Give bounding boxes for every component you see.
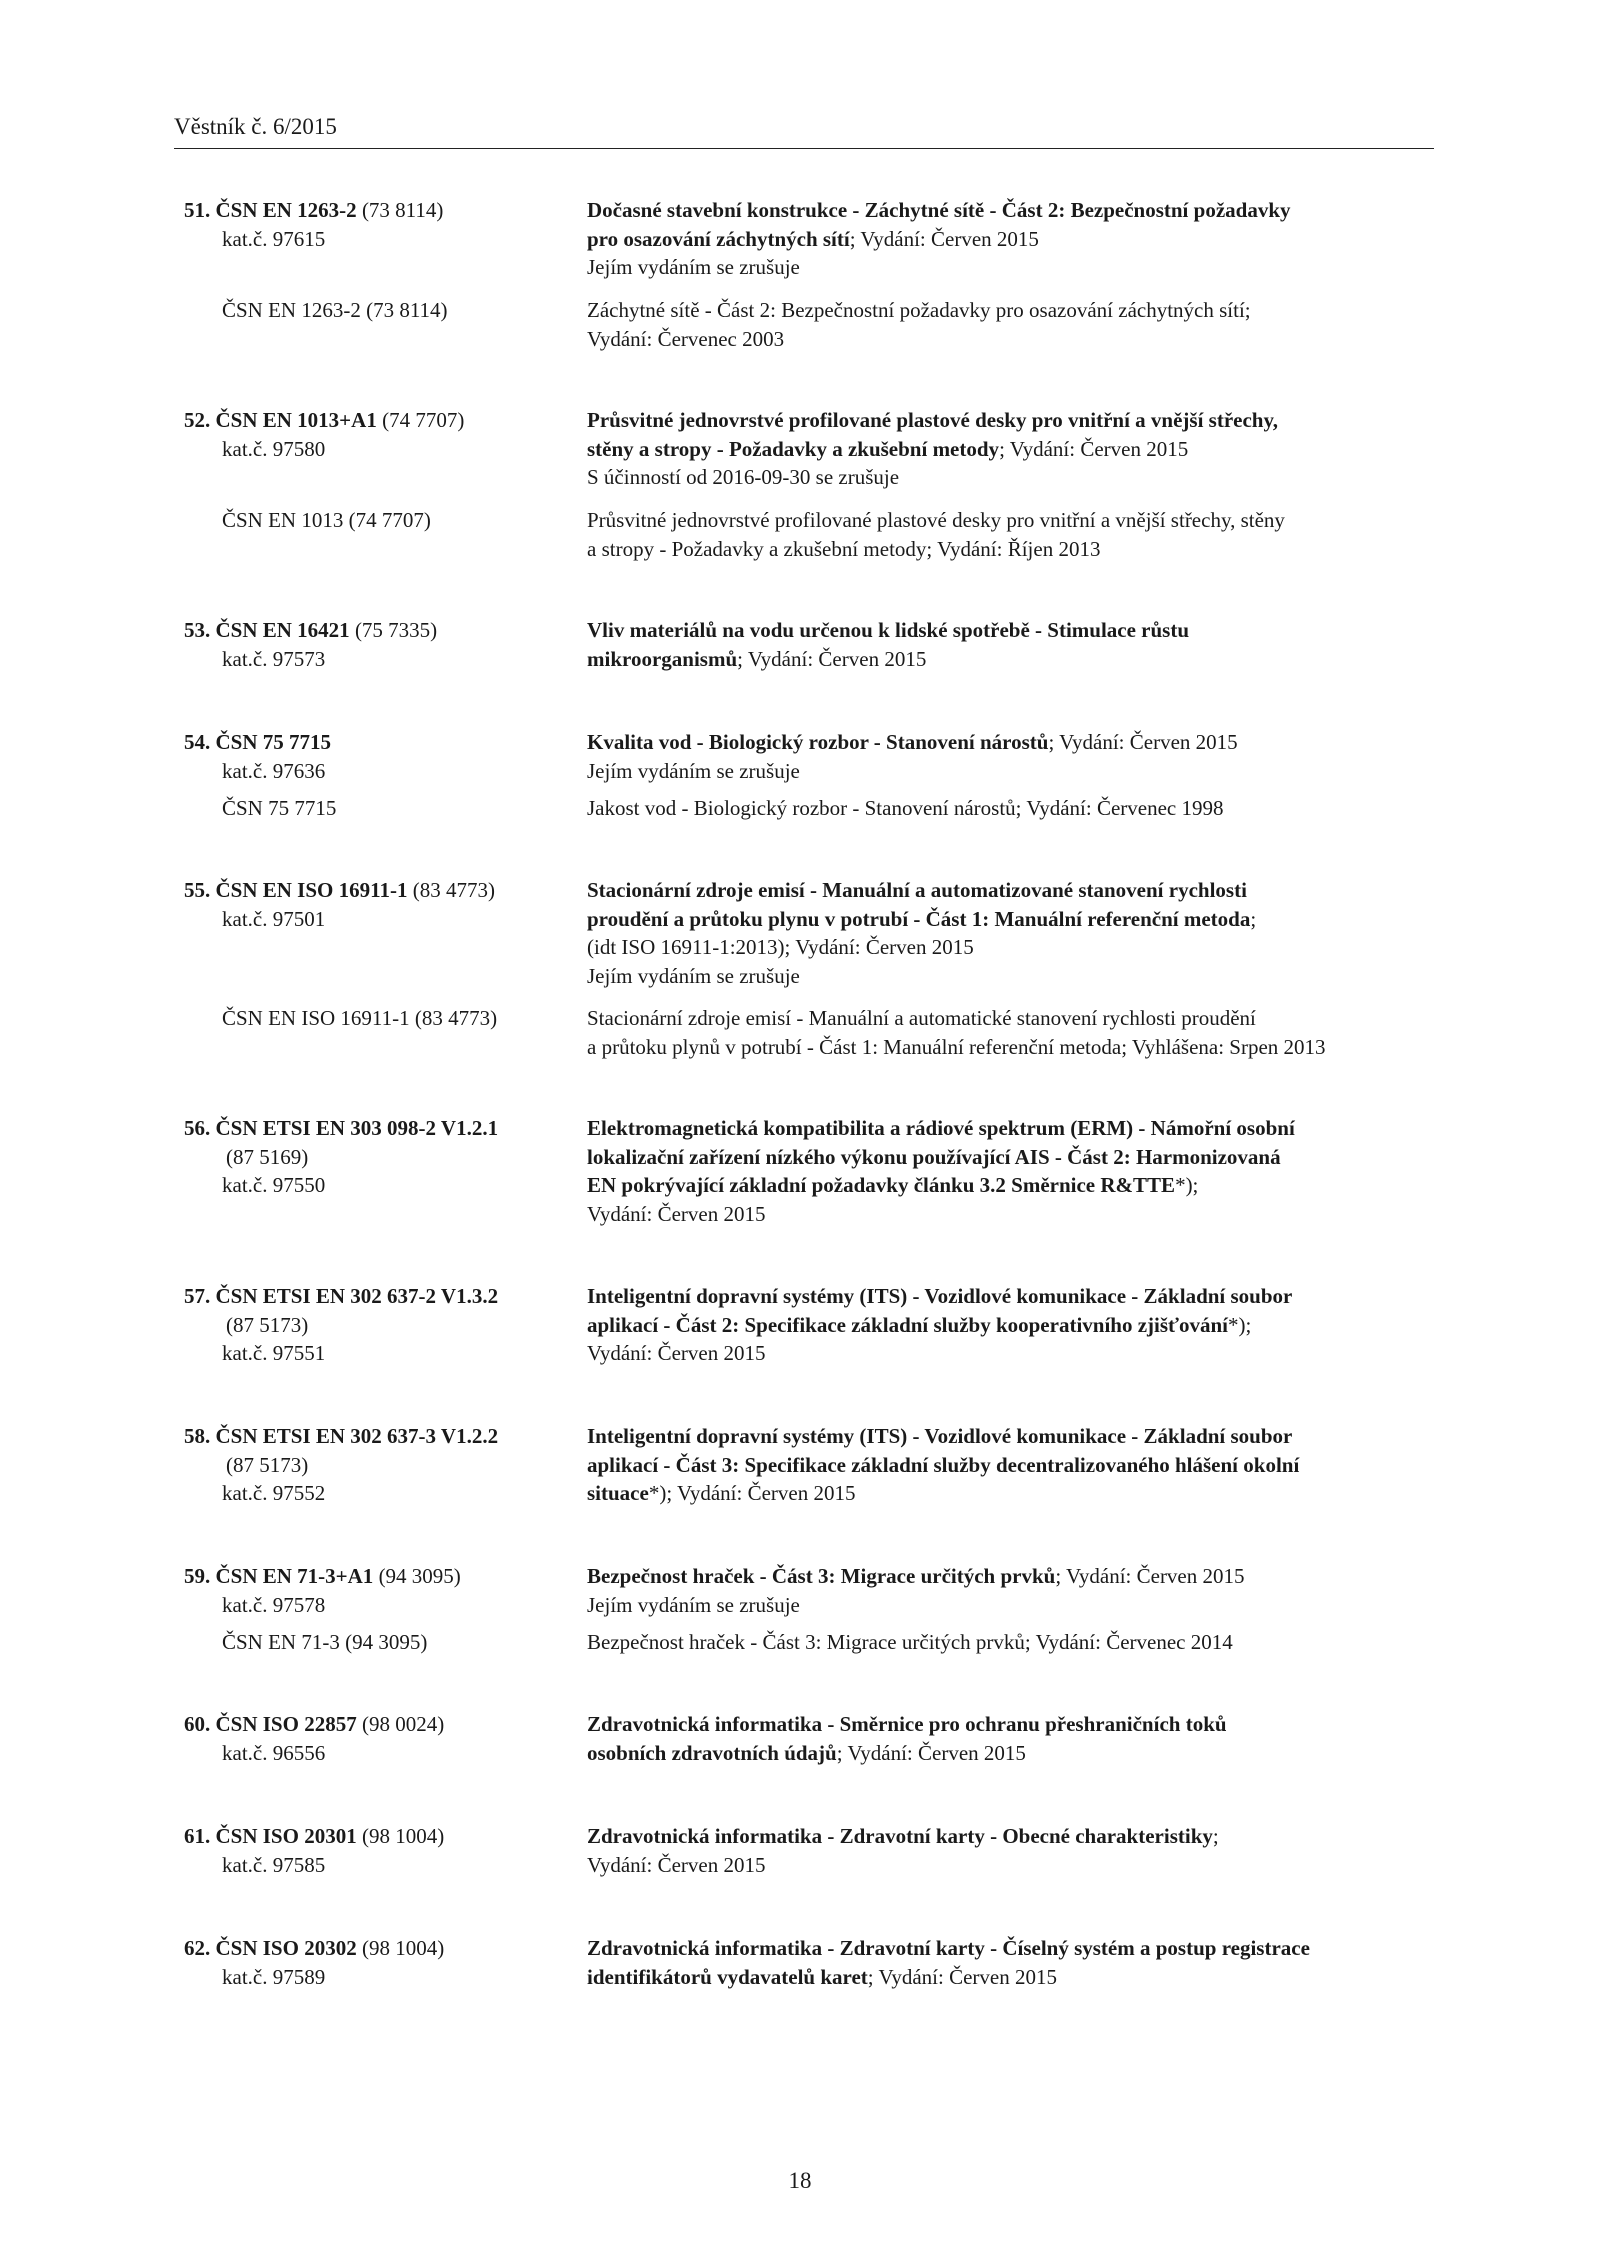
- text: Jejím vydáním se zrušuje: [587, 758, 800, 783]
- designation-line: [184, 196, 564, 225]
- bold-text: ČSN ISO 22857: [215, 1712, 357, 1736]
- journal-title: Věstník č. 6/2015: [174, 114, 337, 139]
- bold-text: 60.: [184, 1712, 216, 1736]
- replaced-title-line: Vydání: Červenec 2003: [587, 326, 785, 351]
- replaced-designation: [184, 1628, 564, 1657]
- replaced-title: [587, 506, 1437, 563]
- bold-text: Inteligentní dopravní systémy (ITS) - Vozidlové komunikace - Základní soubor: [587, 1284, 1293, 1308]
- replaced-designation-line: ČSN 75 7715: [222, 796, 337, 820]
- title-line: [587, 196, 1437, 225]
- text: (75 7335): [349, 618, 438, 642]
- bold-text: aplikací - Část 3: Specifikace základní služby decentralizovaného hlášení okolní: [587, 1452, 1300, 1477]
- bold-text: ČSN ISO 20302: [215, 1936, 357, 1960]
- text: S účinností od 2016-09-30 se zrušuje: [587, 465, 900, 489]
- bold-text: lokalizační zařízení nízkého výkonu používající AIS - Část 2: Harmonizovaná: [587, 1144, 1281, 1169]
- designation-line: [184, 1171, 564, 1200]
- bold-text: Vliv materiálů na vodu určenou k lidské spotřebě - Stimulace růstu: [587, 618, 1190, 642]
- designation-line: [184, 905, 564, 934]
- text: kat.č. 97585: [222, 1852, 326, 1877]
- bold-text: ČSN 75 7715: [215, 730, 332, 754]
- designation-line: [184, 876, 564, 905]
- title-line: [587, 1710, 1437, 1739]
- title-line: [587, 933, 1437, 962]
- bold-text: pro osazování záchytných sítí: [587, 226, 850, 251]
- text: (73 8114): [356, 198, 444, 222]
- text: Vydání: Červen 2015: [587, 1341, 766, 1365]
- replaced-title: [587, 794, 1437, 823]
- replaced-title-line: Bezpečnost hraček - Část 3: Migrace určitých prvků; Vydání: Červenec 2014: [587, 1630, 1233, 1654]
- bold-text: ČSN EN 71-3+A1: [215, 1564, 374, 1588]
- title-line: [587, 1171, 1437, 1200]
- title-line: [587, 1562, 1437, 1591]
- standard-title: [587, 876, 1437, 990]
- text: ; Vydání: Červen 2015: [836, 1740, 1026, 1765]
- title-line: [587, 225, 1437, 254]
- bold-text: ČSN ETSI EN 302 637-3 V1.2.2: [215, 1424, 499, 1448]
- standard-designation: [184, 728, 564, 785]
- title-line: [587, 1963, 1437, 1992]
- designation-line: [184, 1282, 564, 1311]
- designation-line: [184, 1451, 564, 1480]
- standard-title: [587, 728, 1437, 785]
- title-line: [587, 645, 1437, 674]
- bold-text: Elektromagnetická kompatibilita a rádiové spektrum (ERM) - Námořní osobní: [587, 1116, 1295, 1140]
- text: ; Vydání: Červen 2015: [1055, 1564, 1245, 1588]
- bold-text: 55.: [184, 878, 216, 902]
- bold-text: Zdravotnická informatika - Zdravotní karty - Číselný systém a postup registrace: [587, 1936, 1310, 1960]
- designation-line: [184, 616, 564, 645]
- text: Vydání: Červen 2015: [587, 1852, 766, 1877]
- title-line: [587, 1422, 1437, 1451]
- title-line: [587, 435, 1437, 464]
- replaced-designation-line: ČSN EN 71-3 (94 3095): [222, 1630, 428, 1654]
- text: *);: [1228, 1312, 1252, 1337]
- title-line: [587, 962, 1437, 991]
- designation-line: [184, 645, 564, 674]
- replaced-designation-line: ČSN EN 1013 (74 7707): [222, 508, 431, 532]
- replaced-designation: [184, 296, 564, 325]
- title-line: [587, 1339, 1437, 1368]
- text: kat.č. 96556: [222, 1740, 326, 1765]
- bold-text: Stacionární zdroje emisí - Manuální a automatizované stanovení rychlosti: [587, 878, 1247, 902]
- replaced-title-line: Průsvitné jednovrstvé profilované plastové desky pro vnitřní a vnější střechy, stěny: [587, 508, 1285, 532]
- designation-line: [184, 1710, 564, 1739]
- replaced-designation: [184, 794, 564, 823]
- text: ;: [1250, 906, 1257, 931]
- standard-title: [587, 1562, 1437, 1619]
- standard-designation: [184, 1934, 564, 1991]
- title-line: [587, 905, 1437, 934]
- standard-designation: [184, 1562, 564, 1619]
- bold-text: ČSN ETSI EN 302 637-2 V1.3.2: [215, 1284, 499, 1308]
- bold-text: 53.: [184, 618, 216, 642]
- text: kat.č. 97551: [222, 1341, 326, 1365]
- text: Jejím vydáním se zrušuje: [587, 255, 800, 279]
- text: (98 1004): [356, 1936, 445, 1960]
- text: ; Vydání: Červen 2015: [999, 436, 1189, 461]
- text: ; Vydání: Červen 2015: [1048, 730, 1238, 754]
- replaced-designation-line: ČSN EN 1263-2 (73 8114): [222, 298, 448, 322]
- text: (87 5173): [226, 1452, 309, 1477]
- bold-text: aplikací - Část 2: Specifikace základní služby kooperativního zjišťování: [587, 1312, 1228, 1337]
- replaced-title: [587, 1628, 1437, 1657]
- standard-designation: [184, 876, 564, 933]
- bold-text: ČSN EN ISO 16911-1: [215, 878, 408, 902]
- bold-text: 51.: [184, 198, 216, 222]
- text: ; Vydání: Červen 2015: [867, 1964, 1057, 1989]
- bold-text: Dočasné stavební konstrukce - Záchytné sítě - Část 2: Bezpečnostní požadavky: [587, 198, 1291, 222]
- standard-designation: [184, 196, 564, 253]
- designation-line: [184, 1934, 564, 1963]
- bold-text: ČSN EN 1013+A1: [215, 408, 377, 432]
- designation-line: [184, 406, 564, 435]
- text: ; Vydání: Červen 2015: [737, 646, 927, 671]
- title-line: [587, 1591, 1437, 1620]
- bold-text: Inteligentní dopravní systémy (ITS) - Vozidlové komunikace - Základní soubor: [587, 1424, 1293, 1448]
- title-line: [587, 876, 1437, 905]
- designation-line: [184, 1963, 564, 1992]
- title-line: [587, 1851, 1437, 1880]
- text: Jejím vydáním se zrušuje: [587, 1592, 800, 1617]
- replaced-title-line: a stropy - Požadavky a zkušební metody; Vydání: Říjen 2013: [587, 536, 1101, 561]
- text: (94 3095): [373, 1564, 461, 1588]
- bold-text: identifikátorů vydavatelů karet: [587, 1964, 868, 1989]
- designation-line: [184, 1114, 564, 1143]
- text: ; Vydání: Červen 2015: [849, 226, 1039, 251]
- text: (87 5169): [226, 1144, 309, 1169]
- designation-line: [184, 225, 564, 254]
- replaced-title-line: a průtoku plynů v potrubí - Část 1: Manuální referenční metoda; Vyhlášena: Srpen 2013: [587, 1034, 1326, 1059]
- replaced-title: [587, 1004, 1437, 1061]
- title-line: [587, 406, 1437, 435]
- bold-text: ČSN EN 1263-2: [215, 198, 357, 222]
- bold-text: stěny a stropy - Požadavky a zkušební metody: [587, 436, 1000, 461]
- designation-line: [184, 435, 564, 464]
- text: *);: [1175, 1173, 1199, 1197]
- bold-text: 61.: [184, 1824, 216, 1848]
- text: ;: [1212, 1824, 1219, 1848]
- standard-title: [587, 1934, 1437, 1991]
- replaced-designation-line: ČSN EN ISO 16911-1 (83 4773): [222, 1006, 498, 1030]
- designation-line: [184, 1479, 564, 1508]
- standard-title: [587, 1422, 1437, 1508]
- text: Vydání: Červen 2015: [587, 1201, 766, 1226]
- bold-text: mikroorganismů: [587, 646, 738, 671]
- text: (98 1004): [356, 1824, 445, 1848]
- title-line: [587, 757, 1437, 786]
- bold-text: ČSN ETSI EN 303 098-2 V1.2.1: [215, 1116, 499, 1140]
- designation-line: [184, 1562, 564, 1591]
- text: kat.č. 97573: [222, 646, 326, 671]
- title-line: [587, 1200, 1437, 1229]
- designation-line: [184, 1339, 564, 1368]
- bold-text: Bezpečnost hraček - Část 3: Migrace určitých prvků: [587, 1564, 1056, 1588]
- bold-text: Průsvitné jednovrstvé profilované plastové desky pro vnitřní a vnější střechy,: [587, 408, 1279, 432]
- text: (83 4773): [407, 878, 495, 902]
- bold-text: osobních zdravotních údajů: [587, 1740, 837, 1765]
- title-line: [587, 1739, 1437, 1768]
- text: kat.č. 97550: [222, 1173, 326, 1197]
- text: kat.č. 97615: [222, 226, 326, 251]
- designation-line: [184, 1851, 564, 1880]
- text: Jejím vydáním se zrušuje: [587, 963, 800, 988]
- bold-text: ČSN EN 16421: [215, 618, 350, 642]
- standard-designation: [184, 616, 564, 673]
- designation-line: [184, 1739, 564, 1768]
- designation-line: [184, 1822, 564, 1851]
- title-line: [587, 616, 1437, 645]
- bold-text: 62.: [184, 1936, 216, 1960]
- replaced-designation: [184, 1004, 564, 1033]
- standard-designation: [184, 1114, 564, 1200]
- standard-designation: [184, 1710, 564, 1767]
- title-line: [587, 728, 1437, 757]
- title-line: [587, 253, 1437, 282]
- standard-title: [587, 1282, 1437, 1368]
- standard-designation: [184, 1282, 564, 1368]
- standard-title: [587, 1710, 1437, 1767]
- text: kat.č. 97589: [222, 1964, 326, 1989]
- text: kat.č. 97578: [222, 1592, 326, 1617]
- bold-text: 58.: [184, 1424, 216, 1448]
- title-line: [587, 463, 1437, 492]
- bold-text: 57.: [184, 1284, 216, 1308]
- bold-text: Zdravotnická informatika - Směrnice pro ochranu přeshraničních toků: [587, 1712, 1227, 1736]
- page-number: 18: [788, 2168, 812, 2193]
- title-line: [587, 1114, 1437, 1143]
- replaced-title: [587, 296, 1437, 353]
- title-line: [587, 1451, 1437, 1480]
- designation-line: [184, 757, 564, 786]
- text: kat.č. 97636: [222, 758, 326, 783]
- designation-line: [184, 1591, 564, 1620]
- text: (87 5173): [226, 1312, 309, 1337]
- bold-text: proudění a průtoku plynu v potrubí - Část 1: Manuální referenční metoda: [587, 906, 1251, 931]
- designation-line: [184, 1422, 564, 1451]
- replaced-designation: [184, 506, 564, 535]
- text: kat.č. 97580: [222, 436, 326, 461]
- bold-text: EN pokrývající základní požadavky článku 3.2 Směrnice R&TTE: [587, 1173, 1176, 1197]
- title-line: [587, 1311, 1437, 1340]
- text: (98 0024): [356, 1712, 445, 1736]
- bold-text: ČSN ISO 20301: [215, 1824, 357, 1848]
- bold-text: situace: [587, 1481, 649, 1505]
- standard-designation: [184, 1822, 564, 1879]
- replaced-title-line: Záchytné sítě - Část 2: Bezpečnostní požadavky pro osazování záchytných sítí;: [587, 298, 1251, 322]
- standard-designation: [184, 1422, 564, 1508]
- standard-title: [587, 1822, 1437, 1879]
- designation-line: [184, 1311, 564, 1340]
- text: kat.č. 97552: [222, 1481, 326, 1505]
- text: (74 7707): [376, 408, 465, 432]
- standard-title: [587, 616, 1437, 673]
- replaced-title-line: Stacionární zdroje emisí - Manuální a automatické stanovení rychlosti proudění: [587, 1006, 1256, 1030]
- text: (idt ISO 16911-1:2013); Vydání: Červen 2015: [587, 935, 974, 959]
- bold-text: 54.: [184, 730, 216, 754]
- standard-title: [587, 196, 1437, 282]
- title-line: [587, 1282, 1437, 1311]
- title-line: [587, 1822, 1437, 1851]
- bold-text: Zdravotnická informatika - Zdravotní karty - Obecné charakteristiky: [587, 1824, 1213, 1848]
- bold-text: 52.: [184, 408, 216, 432]
- text: kat.č. 97501: [222, 906, 326, 931]
- bold-text: 56.: [184, 1116, 216, 1140]
- title-line: [587, 1934, 1437, 1963]
- bold-text: 59.: [184, 1564, 216, 1588]
- title-line: [587, 1143, 1437, 1172]
- standard-title: [587, 1114, 1437, 1228]
- text: *); Vydání: Červen 2015: [648, 1481, 856, 1505]
- designation-line: [184, 1143, 564, 1172]
- standard-title: [587, 406, 1437, 492]
- bold-text: Kvalita vod - Biologický rozbor - Stanovení nárostů: [587, 730, 1049, 754]
- title-line: [587, 1479, 1437, 1508]
- standard-designation: [184, 406, 564, 463]
- replaced-title-line: Jakost vod - Biologický rozbor - Stanovení nárostů; Vydání: Červenec 1998: [587, 796, 1224, 820]
- designation-line: [184, 728, 564, 757]
